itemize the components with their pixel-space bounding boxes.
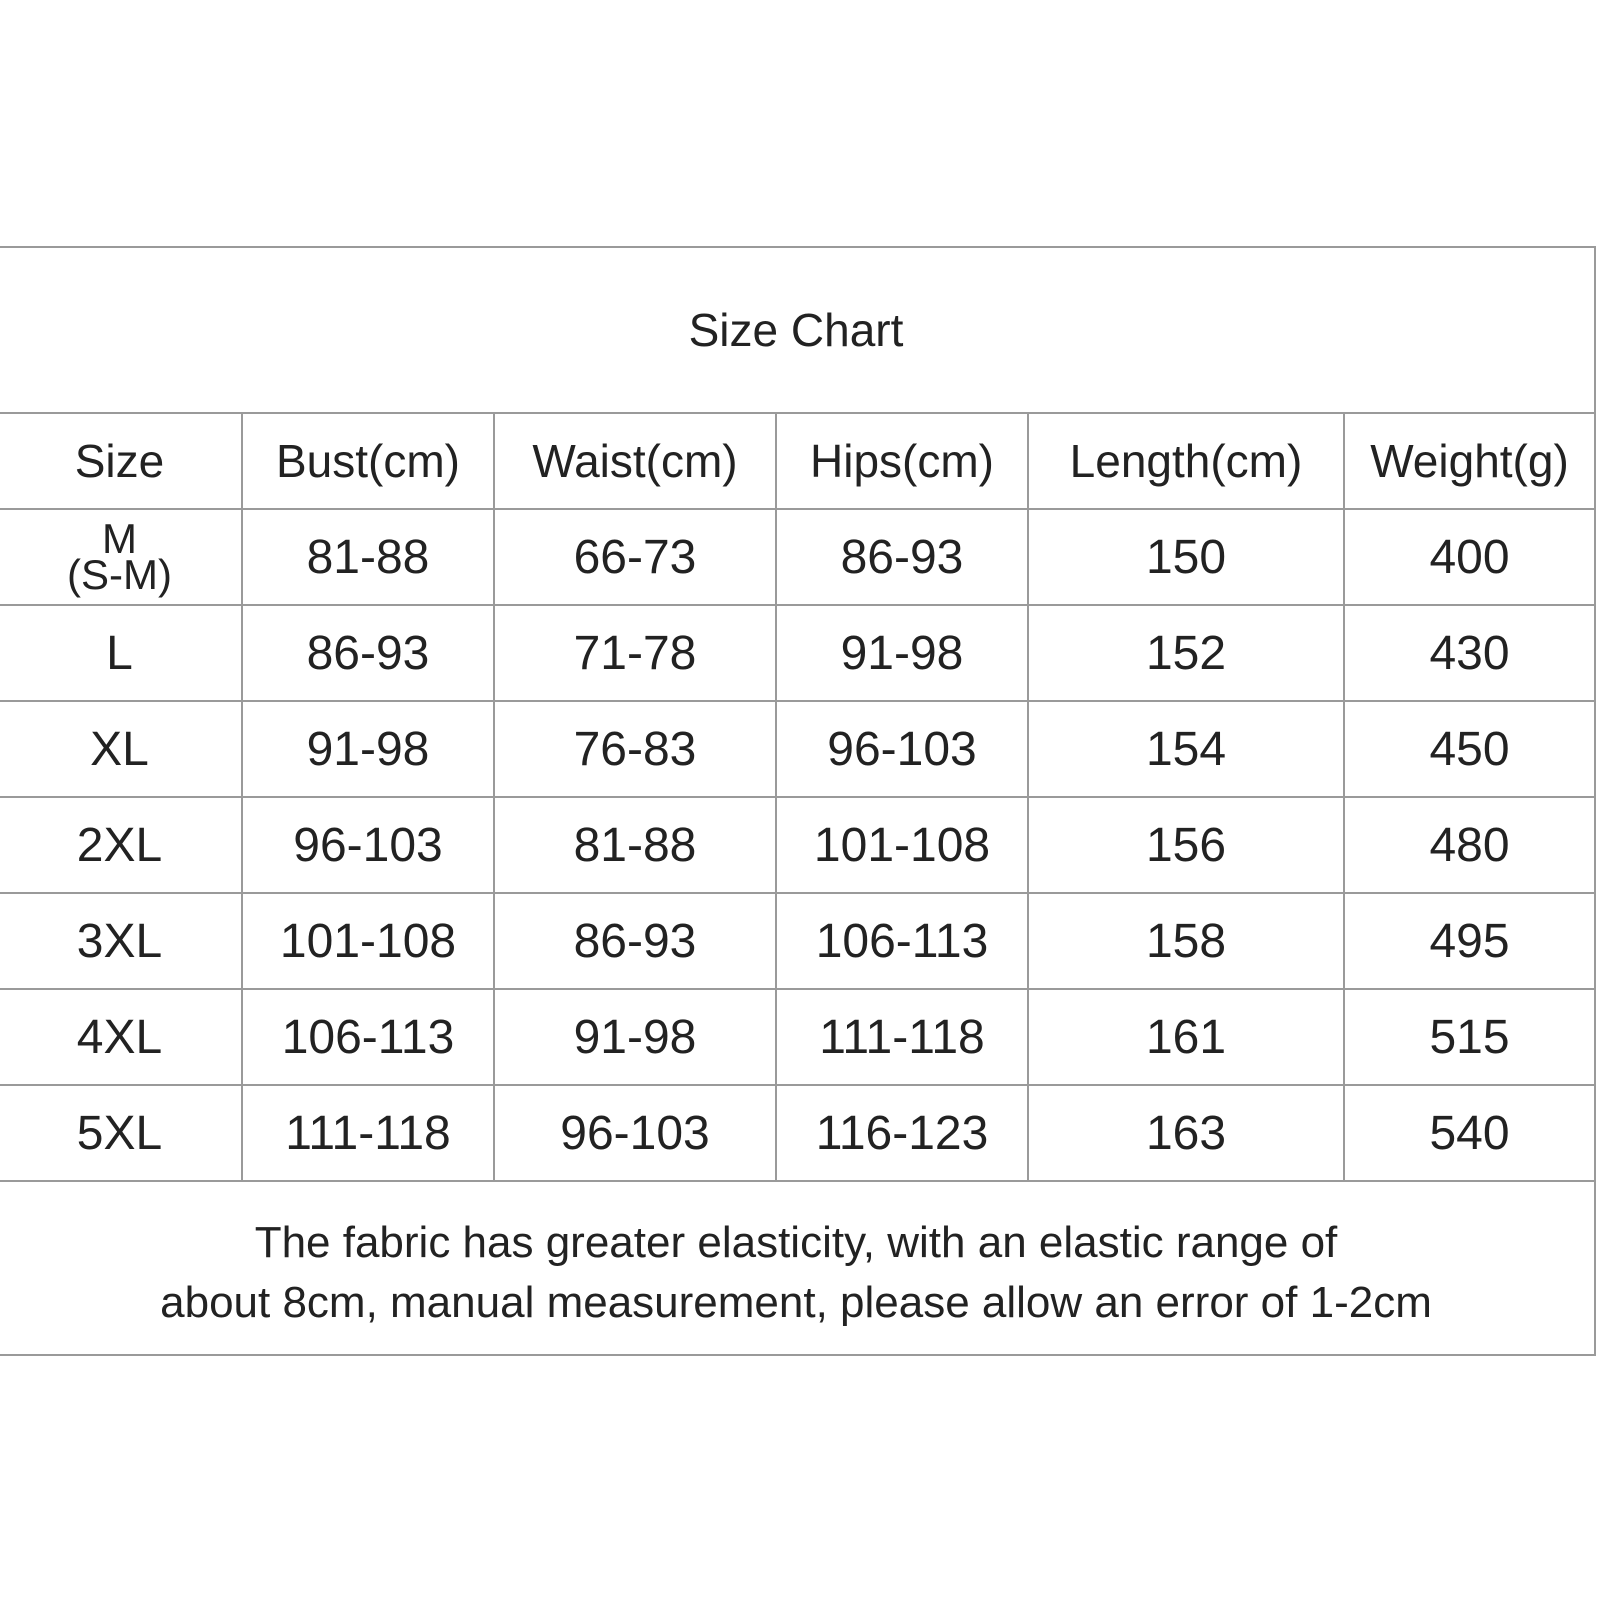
weight-cell: 515 <box>1344 989 1594 1085</box>
size-chart <box>0 246 1596 1356</box>
hips-cell: 91-98 <box>776 605 1028 701</box>
weight-cell: 495 <box>1344 893 1594 989</box>
bust-cell: 106-113 <box>242 989 494 1085</box>
size-cell: XL <box>0 701 242 797</box>
length-cell: 163 <box>1028 1085 1344 1181</box>
size-cell: 4XL <box>0 989 242 1085</box>
weight-cell: 400 <box>1344 509 1594 605</box>
waist-cell: 76-83 <box>494 701 776 797</box>
table-row <box>0 605 1594 701</box>
weight-cell: 480 <box>1344 797 1594 893</box>
weight-cell: 540 <box>1344 1085 1594 1181</box>
table-row <box>0 989 1594 1085</box>
length-cell: 158 <box>1028 893 1344 989</box>
size-cell: 3XL <box>0 893 242 989</box>
size-table <box>0 412 1594 1182</box>
size-cell <box>0 509 242 605</box>
waist-cell: 96-103 <box>494 1085 776 1181</box>
chart-title: Size Chart <box>688 304 904 356</box>
length-cell: 156 <box>1028 797 1344 893</box>
hips-cell: 96-103 <box>776 701 1028 797</box>
bust-cell: 86-93 <box>242 605 494 701</box>
size-label: M <box>102 515 137 562</box>
length-cell: 154 <box>1028 701 1344 797</box>
bust-cell: 81-88 <box>242 509 494 605</box>
weight-cell: 450 <box>1344 701 1594 797</box>
hips-cell: 86-93 <box>776 509 1028 605</box>
hips-cell: 106-113 <box>776 893 1028 989</box>
waist-cell: 91-98 <box>494 989 776 1085</box>
table-row <box>0 893 1594 989</box>
table-row <box>0 1085 1594 1181</box>
hips-cell: 111-118 <box>776 989 1028 1085</box>
header-waist: Waist(cm) <box>494 413 776 509</box>
weight-cell: 430 <box>1344 605 1594 701</box>
size-cell: 5XL <box>0 1085 242 1181</box>
size-sublabel: (S-M) <box>67 551 172 598</box>
header-hips: Hips(cm) <box>776 413 1028 509</box>
header-bust: Bust(cm) <box>242 413 494 509</box>
size-cell: 2XL <box>0 797 242 893</box>
bust-cell: 101-108 <box>242 893 494 989</box>
table-row <box>0 797 1594 893</box>
length-cell: 152 <box>1028 605 1344 701</box>
header-weight: Weight(g) <box>1344 413 1594 509</box>
bust-cell: 91-98 <box>242 701 494 797</box>
note-line-2: about 8cm, manual measurement, please allow an error of 1-2cm <box>160 1278 1432 1327</box>
bust-cell: 111-118 <box>242 1085 494 1181</box>
table-row <box>0 701 1594 797</box>
header-length: Length(cm) <box>1028 413 1344 509</box>
length-cell: 161 <box>1028 989 1344 1085</box>
waist-cell: 81-88 <box>494 797 776 893</box>
waist-cell: 66-73 <box>494 509 776 605</box>
measurement-note <box>0 1192 1594 1354</box>
hips-cell: 116-123 <box>776 1085 1028 1181</box>
hips-cell: 101-108 <box>776 797 1028 893</box>
table-row <box>0 509 1594 605</box>
bust-cell: 96-103 <box>242 797 494 893</box>
length-cell: 150 <box>1028 509 1344 605</box>
header-row <box>0 413 1594 509</box>
size-cell: L <box>0 605 242 701</box>
header-size: Size <box>0 413 242 509</box>
note-line-1: The fabric has greater elasticity, with an elastic range of <box>254 1218 1338 1267</box>
waist-cell: 71-78 <box>494 605 776 701</box>
waist-cell: 86-93 <box>494 893 776 989</box>
